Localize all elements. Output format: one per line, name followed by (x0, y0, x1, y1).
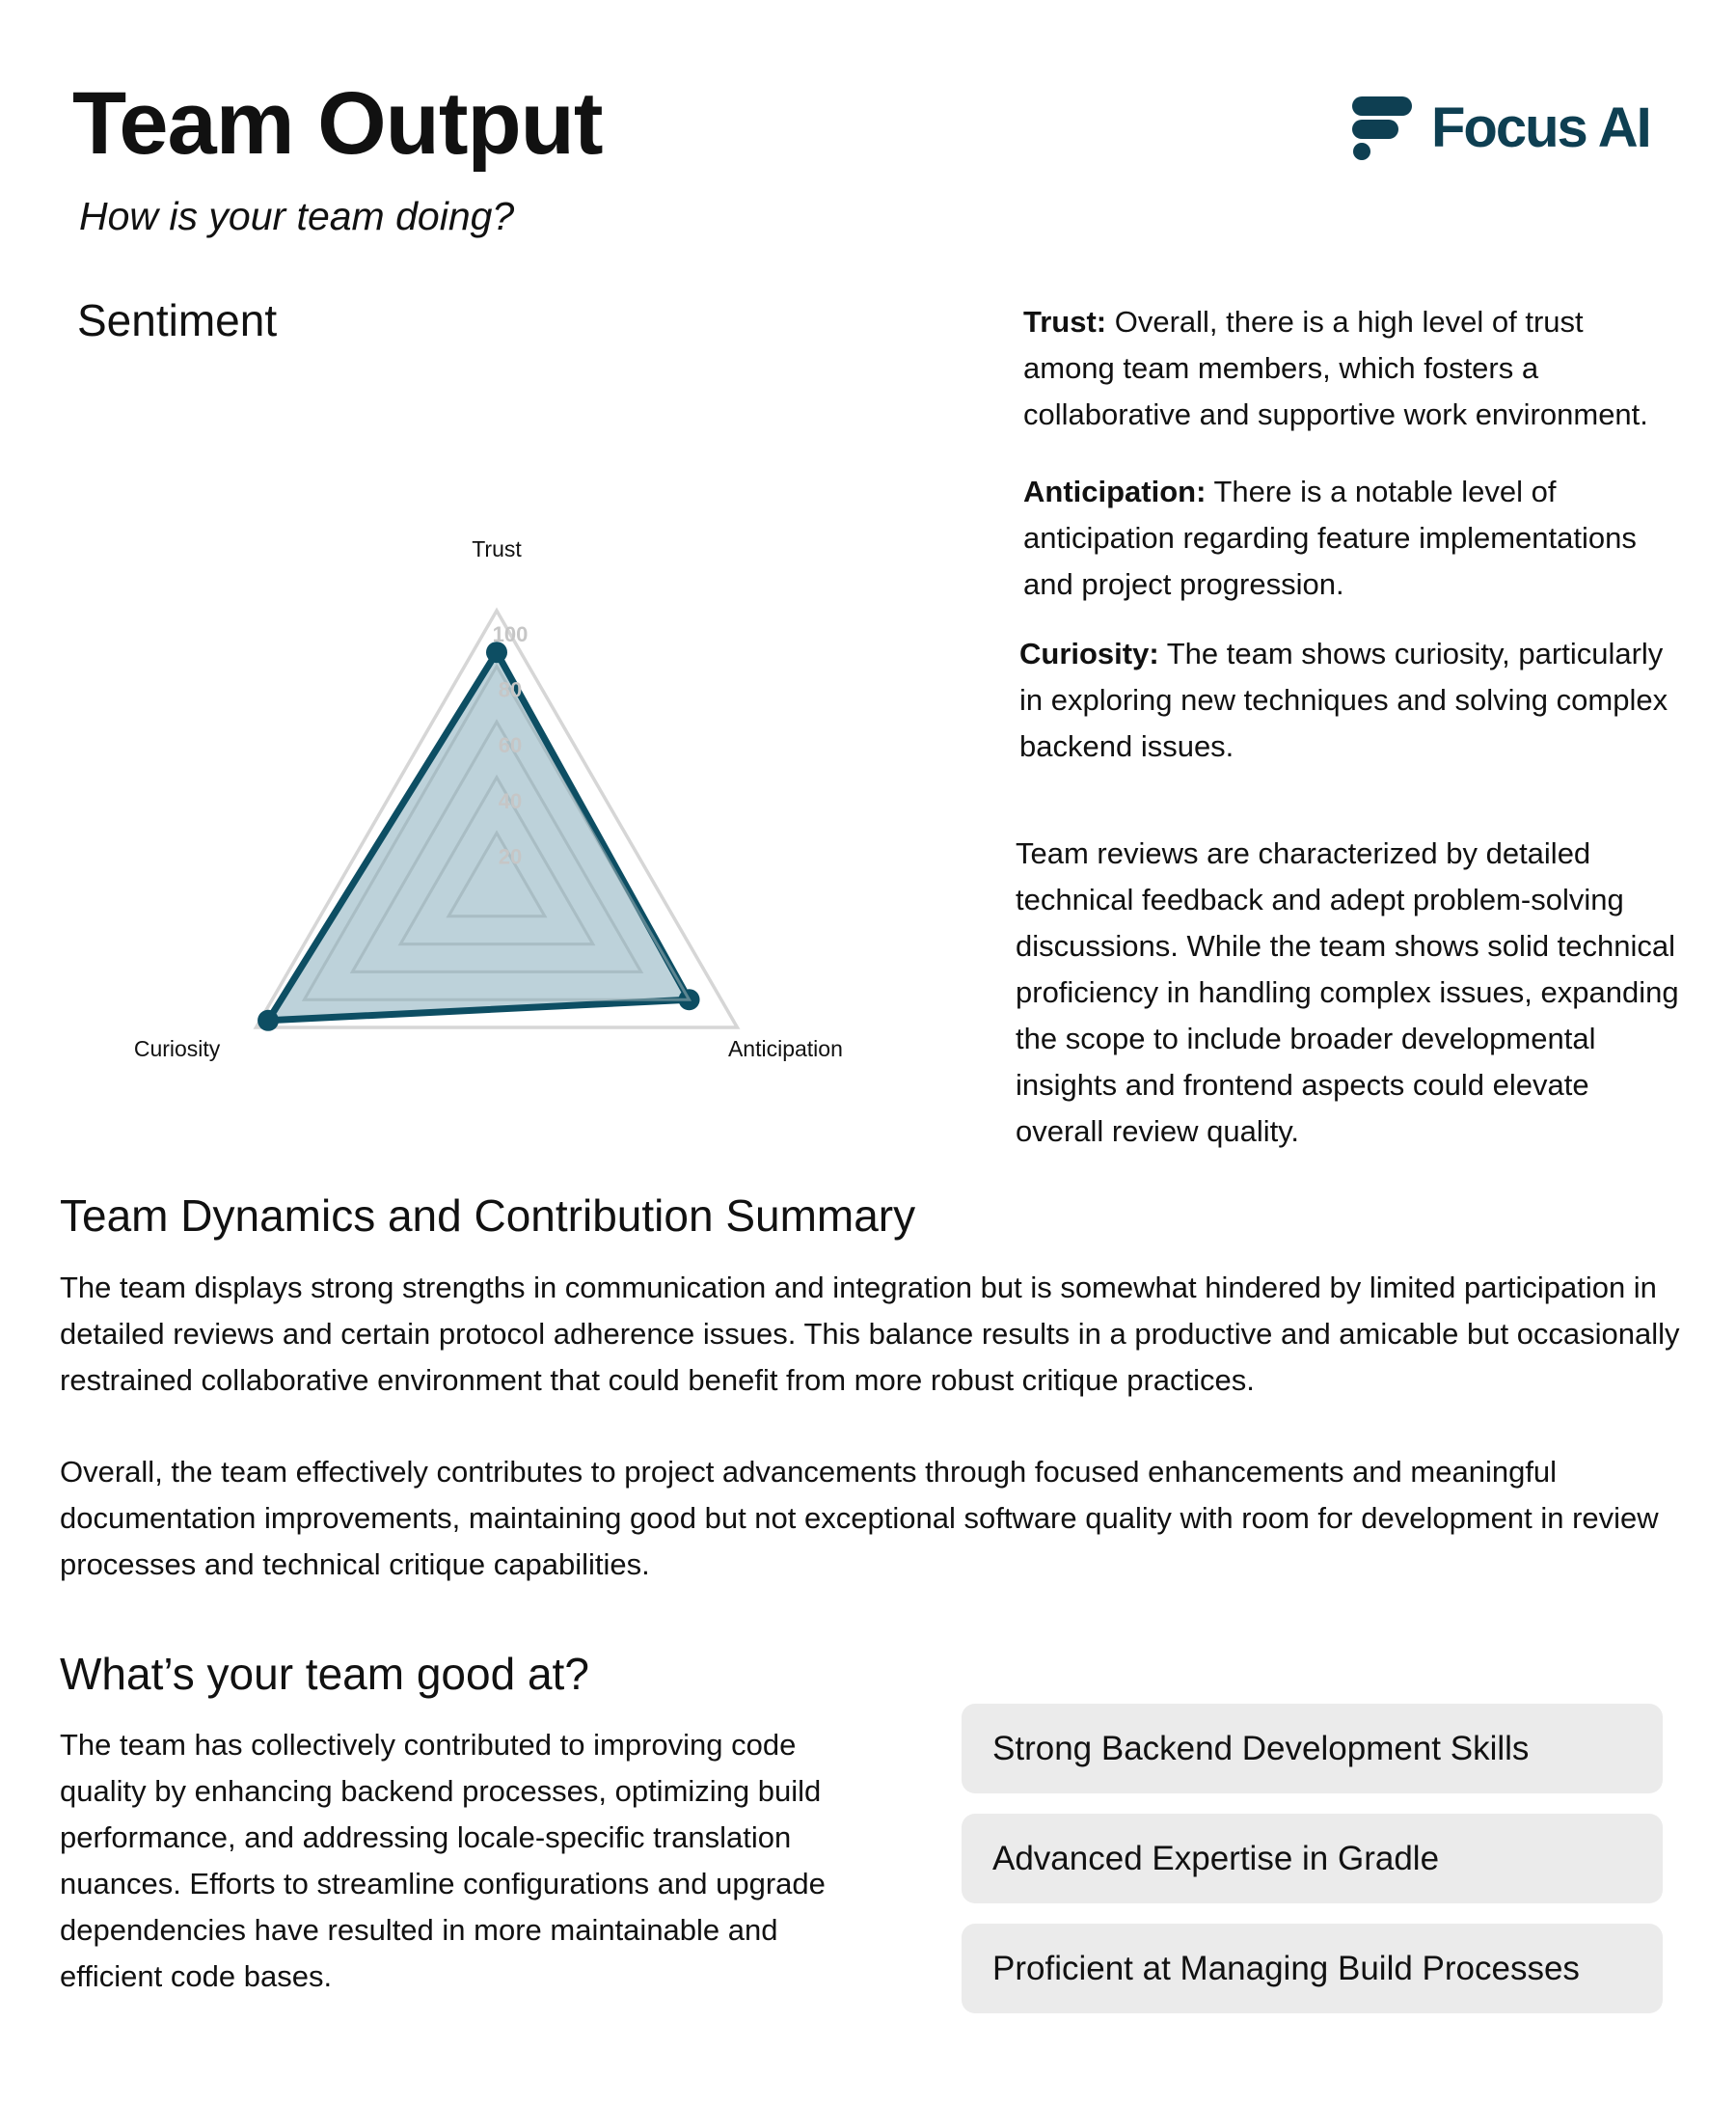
curiosity-description (1019, 631, 1675, 770)
radar-tick-label: 20 (498, 844, 523, 869)
radar-axis-label-curiosity: Curiosity (133, 1036, 221, 1061)
radar-point-curiosity (258, 1010, 279, 1031)
strength-chip: Proficient at Managing Build Processes (962, 1924, 1663, 2013)
radar-tick-label: 100 (492, 622, 529, 646)
radar-tick-label: 60 (498, 733, 523, 758)
page-subtitle: How is your team doing? (79, 194, 515, 238)
radar-axis-label-trust: Trust (472, 536, 522, 561)
curiosity-label: Curiosity: (1019, 637, 1159, 670)
logo-text: Focus AI (1431, 96, 1650, 159)
reviews-summary: Team reviews are characterized by detailed technical feedback and adept problem-solving discussions. While the team shows solid technical proficiency in handling complex issues, expanding the scope to include broader developmental insights and frontend aspects could elevate overall review quality. (1016, 836, 1679, 1148)
trust-text: Overall, there is a high level of trust among team members, which fosters a collaborative and supportive work environment. (1023, 305, 1648, 431)
radar-tick-label: 40 (498, 788, 523, 813)
strength-chip: Strong Backend Development Skills (962, 1704, 1663, 1793)
focus-logo-icon (1350, 96, 1414, 160)
radar-axis-label-anticipation: Anticipation (727, 1036, 843, 1061)
dynamics-paragraph-1: The team displays strong strengths in communication and integration but is somewhat hindered by limited participation in detailed reviews and certain protocol adherence issues. This balance results in a productive and amicable but occasionally restrained collaborative environment that could benefit from more robust critique practices. (60, 1271, 1680, 1397)
page-title: Team Output (72, 74, 603, 173)
dynamics-heading: Team Dynamics and Contribution Summary (60, 1190, 916, 1241)
good-at-heading: What’s your team good at? (60, 1649, 589, 1699)
curiosity-text: The team shows curiosity, particularly in exploring new techniques and solving complex backend issues. (1019, 637, 1668, 763)
brand-logo (1350, 96, 1650, 160)
anticipation-description (1023, 469, 1679, 608)
radar-tick-label: 80 (498, 677, 523, 702)
good-at-paragraph: The team has collectively contributed to improving code quality by enhancing backend processes, optimizing build performance, and addressing locale-specific translation nuances. Efforts to streamline configurations and upgrade dependencies have resulted in more maintainable and efficient code bases. (60, 1728, 826, 1993)
anticipation-text: There is a notable level of anticipation regarding feature implementations and project progression. (1023, 475, 1637, 601)
sentiment-radar-chart (39, 357, 964, 1071)
trust-description (1023, 299, 1679, 438)
strength-chip: Advanced Expertise in Gradle (962, 1814, 1663, 1903)
dynamics-paragraph-2: Overall, the team effectively contributes to project advancements through focused enhancements and meaningful documentation improvements, maintaining good but not exceptional software quality with room for development in review processes and technical critique capabilities. (60, 1455, 1659, 1581)
sentiment-heading: Sentiment (77, 295, 278, 345)
anticipation-label: Anticipation: (1023, 475, 1207, 508)
trust-label: Trust: (1023, 305, 1107, 339)
